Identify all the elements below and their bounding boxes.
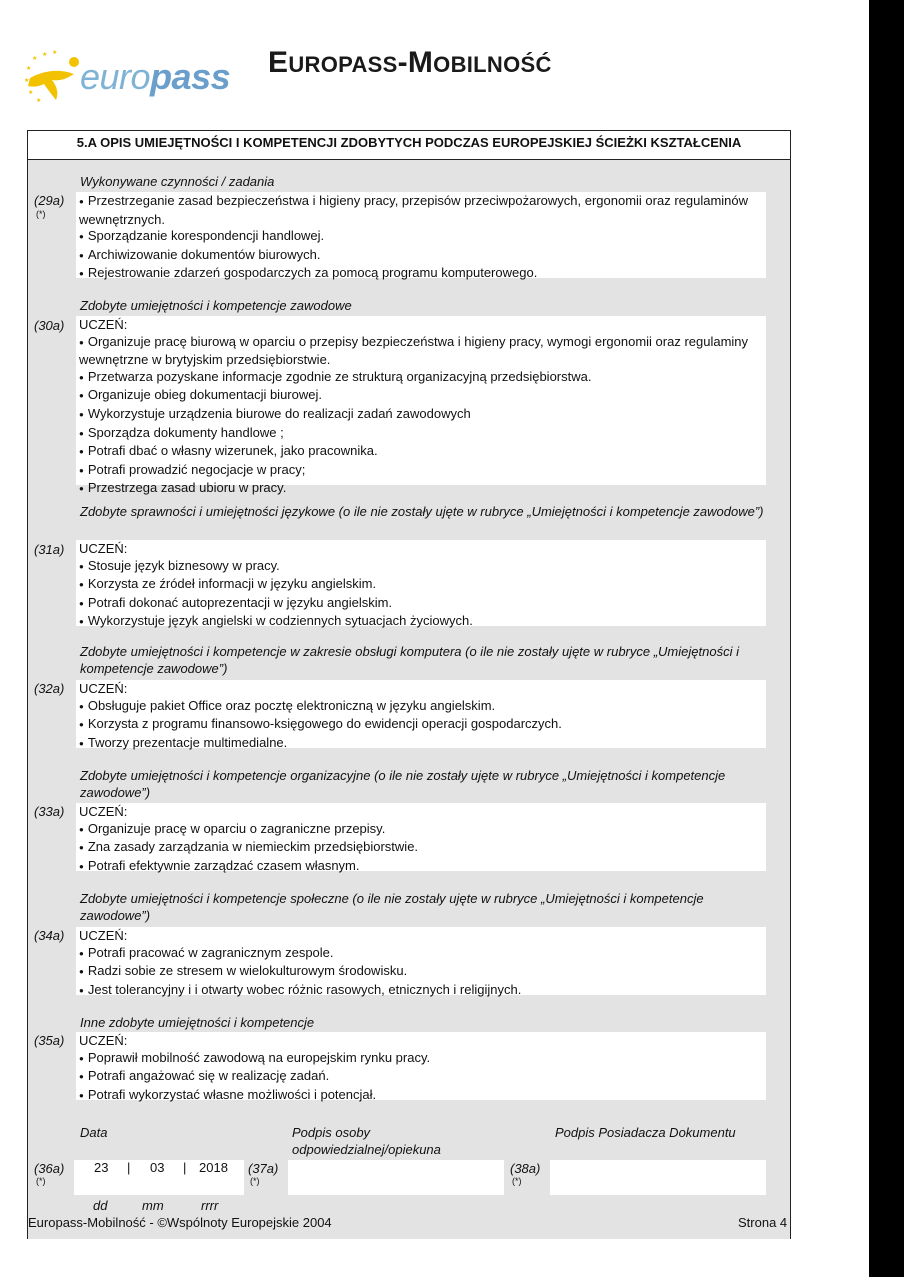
svg-text:★: ★ [24, 78, 30, 84]
field-35a-content[interactable] [76, 1032, 766, 1100]
svg-text:★: ★ [52, 50, 58, 56]
date-separator: | [183, 1160, 187, 1175]
field-30a-content[interactable] [76, 316, 766, 496]
field-29a-content[interactable] [76, 192, 766, 281]
caption-30a: Zdobyte umiejętności i kompetencje zawodowe [80, 298, 352, 313]
field-head: UCZEŃ: [79, 804, 128, 819]
list-item: ● Potrafi wykorzystać własne możliwości i potencjał. [79, 1087, 766, 1106]
list-item: ● Organizuje pracę biurową w oparciu o przepisy bezpieczeństwa i higieny pracy, wymogi ergonomii oraz regulaminy wewnętrzne w brytyjskim przedsiębiorstwie. [79, 334, 766, 369]
date-year: 2018 [199, 1160, 228, 1175]
required-marker: (*) [36, 1176, 46, 1186]
date-format-mm: mm [142, 1198, 164, 1213]
list-item: ● Przestrzeganie zasad bezpieczeństwa i higieny pracy, przepisów przeciwpożarowych, ergonomii oraz regulaminów wewnętrznych. [79, 193, 766, 228]
date-month: 03 [150, 1160, 165, 1175]
required-marker: (*) [512, 1176, 522, 1186]
caption-33a: Zdobyte umiejętności i kompetencje organizacyjne (o ile nie zostały ujęte w rubryce „Umiejętności i kompetencje zawodowe”) [80, 768, 726, 800]
field-number-29a: (29a) [34, 193, 65, 208]
required-marker: (*) [250, 1176, 260, 1186]
field-head: UCZEŃ: [79, 541, 128, 556]
svg-text:★: ★ [32, 56, 38, 62]
section-title: 5.A OPIS UMIEJĘTNOŚCI I KOMPETENCJI ZDOBYTYCH PODCZAS EUROPEJSKIEJ ŚCIEŻKI KSZTAŁCENIA [28, 131, 790, 160]
field-number-35a: (35a) [34, 1033, 65, 1048]
caption-29a: Wykonywane czynności / zadania [80, 174, 275, 189]
list-item: ● Archiwizowanie dokumentów biurowych. [79, 247, 766, 266]
date-day: 23 [94, 1160, 109, 1175]
list-item: ● Sporządza dokumenty handlowe ; [79, 425, 766, 444]
list-item: ● Korzysta z programu finansowo-księgowego do ewidencji operacji gospodarczych. [79, 716, 766, 735]
field-number-37a: (37a) [248, 1161, 279, 1176]
date-format-rrrr: rrrr [201, 1198, 219, 1213]
list-item: ● Potrafi pracować w zagranicznym zespole. [79, 945, 766, 964]
svg-text:★: ★ [42, 52, 48, 58]
europass-logo-text: europass [80, 56, 231, 97]
field-number-34a: (34a) [34, 928, 65, 943]
list-item: ● Potrafi angażować się w realizację zadań. [79, 1068, 766, 1087]
list-item: ● Potrafi dbać o własny wizerunek, jako pracownika. [79, 443, 766, 462]
svg-text:★: ★ [26, 66, 32, 72]
date-separator: | [127, 1160, 131, 1175]
skills-form [27, 130, 791, 1239]
list-item: ● Potrafi dokonać autoprezentacji w języku angielskim. [79, 595, 766, 614]
caption-32a: Zdobyte umiejętności i kompetencje w zakresie obsługi komputera (o ile nie zostały ujęte w rubryce „Umiejętności i kompetencje zawodowe”) [80, 644, 739, 676]
right-black-bar [869, 0, 904, 1277]
field-number-32a: (32a) [34, 681, 65, 696]
list-item: ● Przetwarza pozyskane informacje zgodnie ze strukturą organizacyjną przedsiębiorstwa. [79, 369, 766, 388]
list-item: ● Potrafi efektywnie zarządzać czasem własnym. [79, 858, 766, 877]
list-item: ● Wykorzystuje język angielski w codziennych sytuacjach życiowych. [79, 613, 766, 632]
field-33a-content[interactable] [76, 803, 766, 871]
footer-copyright: Europass-Mobilność - ©Wspólnoty Europejskie 2004 [28, 1215, 332, 1230]
field-34a-content[interactable] [76, 927, 766, 995]
field-number-31a: (31a) [34, 542, 65, 557]
list-item: ● Stosuje język biznesowy w pracy. [79, 558, 766, 577]
field-head: UCZEŃ: [79, 317, 128, 332]
svg-text:★: ★ [28, 90, 34, 96]
list-item: ● Obsługuje pakiet Office oraz pocztę elektroniczną w języku angielskim. [79, 698, 766, 717]
list-item: ● Zna zasady zarządzania w niemieckim przedsiębiorstwie. [79, 839, 766, 858]
list-item: ● Radzi sobie ze stresem w wielokulturowym środowisku. [79, 963, 766, 982]
responsible-signature-label: Podpis osoby odpowiedzialnej/opiekuna [292, 1125, 441, 1157]
list-item: ● Jest tolerancyjny i i otwarty wobec różnic rasowych, etnicznych i religijnych. [79, 982, 766, 1001]
list-item: ● Poprawił mobilność zawodową na europejskim rynku pracy. [79, 1050, 766, 1069]
field-31a-content[interactable] [76, 540, 766, 629]
field-head: UCZEŃ: [79, 681, 128, 696]
field-number-38a: (38a) [510, 1161, 541, 1176]
list-item: ● Organizuje pracę w oparciu o zagraniczne przepisy. [79, 821, 766, 840]
field-head: UCZEŃ: [79, 928, 128, 943]
document-title: EUROPASS-MOBILNOŚĆ [268, 46, 552, 79]
svg-text:★: ★ [36, 98, 42, 104]
footer-page-number: Strona 4 [738, 1215, 788, 1230]
required-marker: (*) [36, 209, 46, 219]
list-item: ● Rejestrowanie zdarzeń gospodarczych za pomocą programu komputerowego. [79, 265, 766, 284]
caption-35a: Inne zdobyte umiejętności i kompetencje [80, 1015, 315, 1030]
field-32a-content[interactable] [76, 680, 766, 748]
list-item: ● Wykorzystuje urządzenia biurowe do realizacji zadań zawodowych [79, 406, 766, 425]
field-head: UCZEŃ: [79, 1033, 128, 1048]
holder-signature-label: Podpis Posiadacza Dokumentu [555, 1125, 736, 1140]
list-item: ● Potrafi prowadzić negocjacje w pracy; [79, 462, 766, 481]
field-number-33a: (33a) [34, 804, 65, 819]
field-number-30a: (30a) [34, 318, 65, 333]
date-label: Data [80, 1125, 108, 1140]
date-format-dd: dd [93, 1198, 108, 1213]
caption-34a: Zdobyte umiejętności i kompetencje społeczne (o ile nie zostały ujęte w rubryce „Umiejętności i kompetencje zawodowe”) [80, 891, 704, 923]
caption-31a: Zdobyte sprawności i umiejętności językowe (o ile nie zostały ujęte w rubryce „Umiejętności i kompetencje zawodowe”) [80, 504, 764, 519]
list-item: ● Tworzy prezentacje multimedialne. [79, 735, 766, 754]
list-item: ● Korzysta ze źródeł informacji w języku angielskim. [79, 576, 766, 595]
responsible-signature-field[interactable] [288, 1160, 504, 1195]
holder-signature-field[interactable] [550, 1160, 766, 1195]
field-number-36a: (36a) [34, 1161, 65, 1176]
list-item: ● Sporządzanie korespondencji handlowej. [79, 228, 766, 247]
list-item: ● Organizuje obieg dokumentacji biurowej. [79, 387, 766, 406]
list-item: ● Przestrzega zasad ubioru w pracy. [79, 480, 766, 499]
